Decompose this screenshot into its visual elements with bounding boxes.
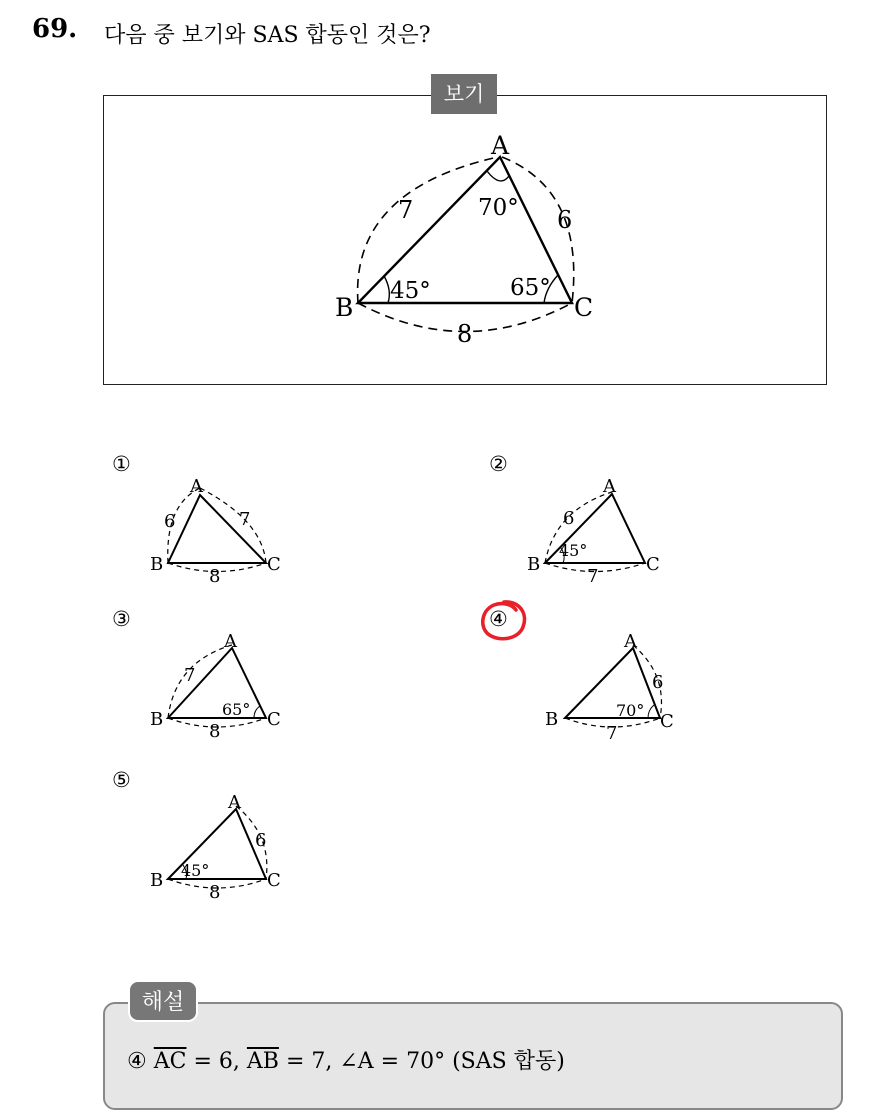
bogi-side-ab: 7 xyxy=(398,196,414,224)
option-5-vertex-c: C xyxy=(267,870,281,891)
explanation-text xyxy=(127,1044,565,1075)
option-5-triangle xyxy=(150,792,281,903)
option-4-side-ac: 6 xyxy=(652,672,664,693)
option-4-vertex-a: A xyxy=(624,631,637,652)
bogi-vertex-c: C xyxy=(574,293,594,322)
option-5-angle-b: 45° xyxy=(181,861,210,880)
bogi-angle-a: 70° xyxy=(478,195,519,221)
option-1-vertex-a: A xyxy=(190,476,203,497)
option-5-side-ac: 6 xyxy=(255,830,267,851)
explanation-marker: ④ xyxy=(127,1049,147,1074)
option-5-vertex-a: A xyxy=(228,792,241,813)
answer-mark-circle xyxy=(476,596,532,646)
explanation-label: 해설 xyxy=(128,980,198,1022)
option-3-vertex-a: A xyxy=(224,631,237,652)
option-4-triangle xyxy=(545,631,674,744)
option-1-vertex-b: B xyxy=(150,554,164,575)
option-5-side-bc: 8 xyxy=(209,882,221,903)
bogi-angle-b: 45° xyxy=(390,278,431,304)
option-4-vertex-b: B xyxy=(545,709,559,730)
option-1-side-bc: 8 xyxy=(209,566,221,587)
option-3-triangle xyxy=(150,631,281,742)
option-3-side-ab: 7 xyxy=(184,665,196,686)
bogi-side-bc: 8 xyxy=(457,320,473,348)
angle-arc-b xyxy=(384,276,389,303)
option-2-triangle xyxy=(527,476,660,587)
option-3-angle-c: 65° xyxy=(222,700,251,719)
question-number: 69. xyxy=(32,14,78,44)
question-text: 다음 중 보기와 SAS 합동인 것은? xyxy=(104,23,431,48)
segment-ac: $\overline{AC}$ xyxy=(153,1049,187,1074)
option-5-marker[interactable]: ⑤ xyxy=(112,768,131,792)
bogi-triangle-figure xyxy=(0,0,884,400)
option-1-marker[interactable]: ① xyxy=(112,452,131,476)
option-1-vertex-c: C xyxy=(267,554,281,575)
option-2-vertex-a: A xyxy=(603,476,616,497)
option-2-angle-b: 45° xyxy=(559,541,588,560)
explanation-box xyxy=(103,1002,843,1110)
option-2-vertex-c: C xyxy=(646,554,660,575)
option-4-marker[interactable]: ④ xyxy=(489,607,508,631)
option-4-side-bc: 7 xyxy=(606,723,618,744)
bogi-label: 보기 xyxy=(431,74,497,114)
option-3-vertex-c: C xyxy=(267,709,281,730)
segment-ab: $\overline{AB}$ xyxy=(246,1049,279,1074)
bogi-vertex-a: A xyxy=(491,131,510,160)
bogi-angle-c: 65° xyxy=(510,275,551,301)
bogi-side-ac: 6 xyxy=(557,206,573,234)
option-3-side-bc: 8 xyxy=(209,721,221,742)
option-1-side-ab: 6 xyxy=(164,511,176,532)
explanation-eq2: = 7, ∠A = 70° (SAS 합동) xyxy=(278,1049,565,1074)
option-1-side-ac: 7 xyxy=(239,509,251,530)
options-figures xyxy=(0,430,884,910)
explanation-eq1: = 6, xyxy=(186,1049,240,1074)
option-3-vertex-b: B xyxy=(150,709,164,730)
angle-arc-a xyxy=(487,171,509,181)
option-2-vertex-b: B xyxy=(527,554,541,575)
bogi-vertex-b: B xyxy=(335,293,354,322)
option-3-marker[interactable]: ③ xyxy=(112,607,131,631)
option-1-triangle xyxy=(150,476,281,587)
option-5-vertex-b: B xyxy=(150,870,164,891)
option-2-side-bc: 7 xyxy=(587,566,599,587)
option-4-vertex-c: C xyxy=(660,711,674,732)
option-4-angle-c: 70° xyxy=(616,701,645,720)
option-2-marker[interactable]: ② xyxy=(489,452,508,476)
option-2-side-ab: 6 xyxy=(563,508,575,529)
